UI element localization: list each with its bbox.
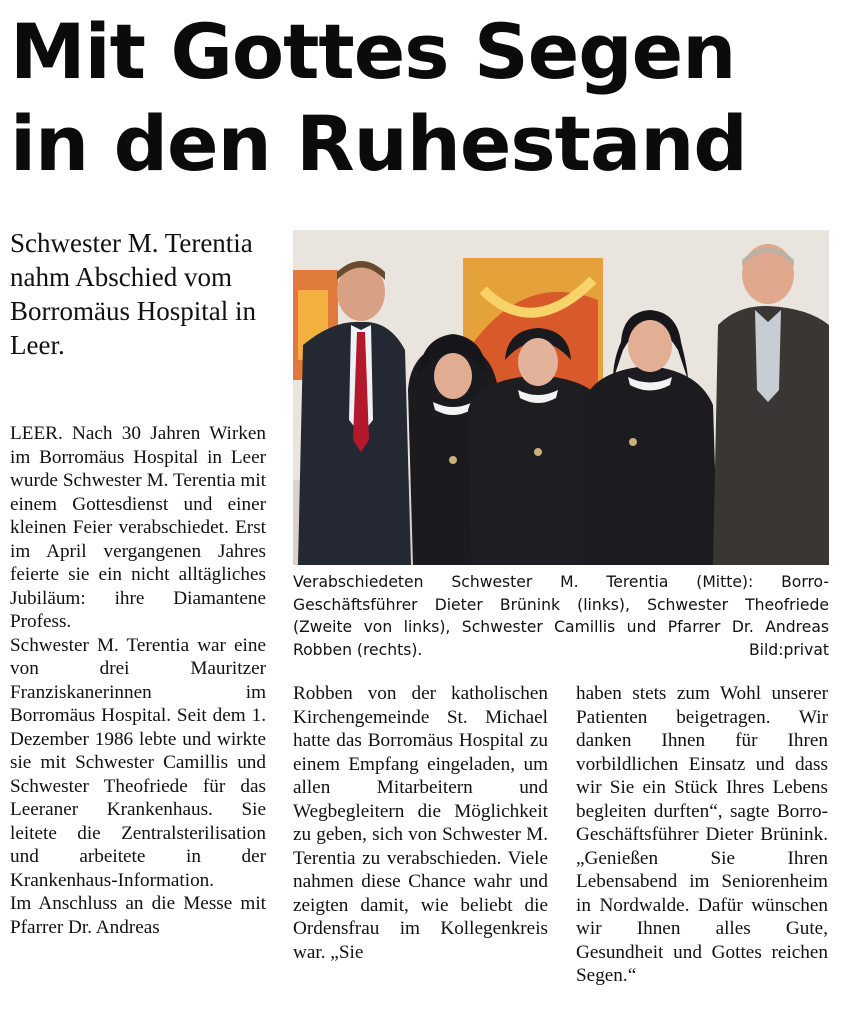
group-photo-illustration xyxy=(293,230,829,565)
headline-line-2: in den Ruhestand xyxy=(10,99,747,188)
article-paragraph: haben stets zum Wohl unserer Patienten beigetragen. Wir danken Ihnen für Ihren vorbildlichen Einsatz und dass wir Sie ein Stück Ihres Lebens begleiten durften“, sagte Borro-Geschäftsführer Dieter Brünink. „Genießen Sie Ihren Lebensabend im Seniorenheim in Nordwalde. Dafür wünschen wir Ihnen alles Gute, Gesundheit und Gottes reichen Segen.“ xyxy=(576,683,828,986)
headline xyxy=(10,6,840,190)
article-column-2 xyxy=(293,682,548,964)
photo-credit: Bild:privat xyxy=(748,640,829,659)
article-column-1 xyxy=(10,422,266,939)
article-paragraph: Im Anschluss an die Messe mit Pfarrer Dr. Andreas xyxy=(10,893,266,938)
headline-line-1: Mit Gottes Segen xyxy=(10,7,736,96)
article-column-3 xyxy=(576,682,828,988)
photo-caption xyxy=(293,571,829,661)
article-paragraph: LEER. Nach 30 Jahren Wirken im Borromäus Hospital in Leer wurde Schwester M. Terentia mit einem Gottesdienst und einer kleinen Feier verabschiedet. Erst im April vergangenen Jahres feierte sie ein nicht alltägliches Jubiläum: ihre Diamantene Profess. xyxy=(10,423,266,632)
group-photo xyxy=(293,230,829,565)
caption-text: Verabschiedeten Schwester M. Terentia (Mitte): Borro-Geschäftsführer Dieter Brünink (links), Schwester Theofriede (Zweite von links), Schwester Camillis und Pfarrer Dr. Andreas Robben (rechts). xyxy=(293,573,829,659)
article-paragraph: Schwester M. Terentia war eine von drei Mauritzer Franziskanerinnen im Borromäus Hospital. Seit dem 1. Dezember 1986 lebte und wirkte sie mit Schwester Camillis und Schwester Theofriede für das Leeraner Krankenhaus. Sie leitete die Zentralsterilisation und arbeitete in der Krankenhaus-Information. xyxy=(10,634,266,891)
article-paragraph: Robben von der katholischen Kirchengemeinde St. Michael hatte das Borromäus Hospital zu einem Empfang eingeladen, um allen Mitarbeitern und Wegbegleitern die Möglichkeit zu geben, sich von Schwester M. Terentia zu verabschieden. Viele nahmen diese Chance wahr und zeigten damit, wie beliebt die Ordensfrau im Kollegenkreis war. „Sie xyxy=(293,683,548,963)
subheadline: Schwester M. Terentia nahm Abschied vom Borromäus Hospital in Leer. xyxy=(10,228,256,360)
